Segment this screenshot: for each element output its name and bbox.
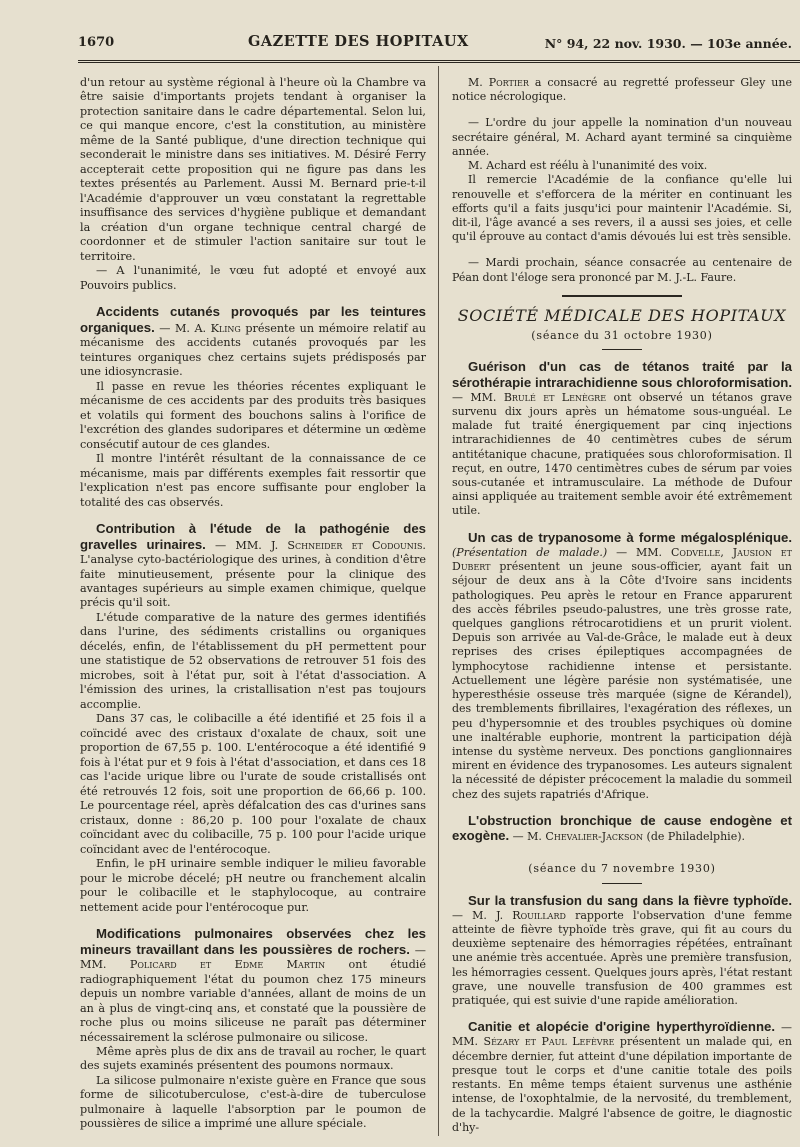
article-heading: L'obstruction bronchique de cause endogène et exogène.	[452, 812, 792, 844]
paragraph: Il montre l'intérêt résultant de la connaissance de ce mécanisme, mais par différents exemples fait ressortir que l'explication n'est pas encore suffisante pour englober la totalité des cas observés.	[80, 452, 426, 509]
header-rule	[78, 60, 800, 63]
society-title: SOCIÉTÉ MÉDICALE DES HOPITAUX	[457, 305, 787, 325]
article-heading: Modifications pulmonaires observées chez les mineurs travaillant dans les poussières de rochers.	[80, 926, 426, 957]
article-author: M. Chevalier-Jackson	[527, 830, 644, 844]
paragraph: Dans 37 cas, le colibacille a été identifié et 25 fois il a coïncidé avec des cristaux d'oxalate de chaux, soit une proportion de 67,55 p. 100. L'entérocoque a été identifié 9 fois à l'état pur et 9 fois à l'état d'association, et dans ces 18 cas l'acide urique libre ou l'urate de soude cristallisés ont été retrouvés 12 fois, soit une proportion de 66,66 p. 100. Le pourcentage réel, après défalcation des cas d'urines sans cristaux, donne : 86,20 p. 100 pour l'oxalate de chaux coïncidant avec du colibacille, 75 p. 100 pour l'acide urique coïncidant avec de l'entérocoque.	[80, 712, 426, 856]
paragraph: Il remercie l'Académie de la confiance qu'elle lui renouvelle et s'efforcera de la mériter en continuant les efforts qu'il a faits jusqu'ici pour maintenir l'Académie. Si, dit-il, l'âge avancé a ses revers, il a aussi ses joies, et celle qu'il éprouve au contact d'amis dévoués lui est très sensible.	[452, 173, 792, 244]
article-text: rapporte l'observation d'une femme atteinte de fièvre typhoïde très grave, qui fit au cours du deuxième septenaire des hémorragies répétées, entraînant une anémie très accentuée. Après une première transfusion, les hémorragies cessent. Quelques jours après, l'état restant grave, une nouvelle transfusion de 400 grammes est pratiquée, qui est suivie d'une rapide amélioration.	[452, 908, 793, 1008]
article-heading: Un cas de trypanosome à forme mégalosplénique.	[468, 529, 792, 545]
article-author: MM. J. Schneider et Codounis.	[235, 538, 426, 552]
article-heading: Guérison d'un cas de tétanos traité par la sérothérapie intrarachidienne sous chloroformisation.	[452, 359, 792, 390]
paragraph: M. Achard est réélu à l'unanimité des voix.	[468, 159, 708, 173]
short-rule	[602, 883, 642, 884]
article-heading: Accidents cutanés provoqués par les teintures organiques.	[80, 304, 426, 335]
column-divider	[438, 66, 439, 1136]
article-author: M. Portier	[468, 76, 529, 89]
paragraph: Il passe en revue les théories récentes expliquant le mécanisme de ces accidents par des produits très basiques et volatils qui forment des bouchons salins à l'orifice de l'excrétion des glandes sudoripares et détermine un œdème consécutif autour de ces glandes.	[80, 379, 426, 451]
article-trypanosome: Un cas de trypanosome à forme mégalosplénique. (Présentation de malade.) — MM. Codvelle, Jausion et Dubert présentent un jeune sous-officier, ayant fait un séjour de deux ans à la Côte d'Ivoire sans incidents pathologiques. Peu après le retour en France apparurent des accès fébriles pseudo-palustres, une très grosse rate, quelques ganglions rétrocarotidiens et un prurit violent. Depuis son arrivée au Val-de-Grâce, le malade eut à deux reprises des crises épileptiques accompagnées de lymphocytose rachidienne intense et persistante. Actuellement une légère parésie non systématisée, une hyperesthésie osseuse très marquée (signe de Kérandel), des tremblements fibrillaires, l'exagération des réflexes, un peu d'hypersomnie et des troubles psychiques où domine une inaltérable euphorie, montrent la participation déjà intense du système nerveux. Des ponctions ganglionnaires mirent en évidence des trypanosomes. Les auteurs signalent la nécessité de dépister précocement la maladie du sommeil chez des sujets rapatriés d'Afrique.	[452, 529, 792, 801]
article-heading: Contribution à l'étude de la pathogénie des gravelles urinaires.	[80, 521, 426, 552]
article-transfusion: Sur la transfusion du sang dans la fièvre typhoïde. — M. J. Rouillard rapporte l'observation d'une femme atteinte de fièvre typhoïde très grave, qui fit au cours du deuxième septenaire des hémorragies répétées, entraînant une anémie très accentuée. Après une première transfusion, les hémorragies cessent. Quelques jours après, l'état restant grave, une nouvelle transfusion de 400 grammes est pratiquée, qui est suivie d'une rapide amélioration.	[452, 892, 793, 1008]
article-author: M. J. Rouillard	[472, 908, 566, 922]
article-text: ont étudié radiographiquement l'état du poumon chez 175 mineurs depuis un nombre variable d'années, allant de moins de un an à plus de vingt-cinq ans, et constaté que la poussière de roche plus ou moins siliceuse ne paraît pas déterminer nécessairement la sclérose pulmonaire ou silicose.	[80, 958, 426, 1044]
paragraph: L'étude comparative de la nature des germes identifiés dans l'urine, des sédiments cristallins ou organiques décelés, enfin, de l'établissement du pH permettent pour une statistique de 52 observations de retrouver 51 fois des microbes, soit à l'état pur, soit à l'état d'association. A l'émission des urines, la cristallisation n'est pas toujours accomplie.	[80, 610, 426, 711]
paragraph: — A l'unanimité, le vœu fut adopté et envoyé aux Pouvoirs publics.	[80, 264, 426, 292]
article-author: MM. Sézary et Paul Lefèvre	[452, 1035, 615, 1049]
page-number: 1670	[78, 35, 115, 50]
paragraph: Même après plus de dix ans de travail au rocher, le quart des sujets examinés présentent des poumons normaux.	[80, 1045, 426, 1073]
article-author: MM. Codvelle, Jausion et Dubert	[452, 545, 792, 574]
article-heading: Canitie et alopécie d'origine hyperthyroïdienne.	[468, 1019, 775, 1035]
left-column	[80, 76, 426, 1132]
paragraph: La silicose pulmonaire n'existe guère en France que sous forme de silicotuberculose, c'est-à-dire de tuberculose pulmonaire à laquelle l'absorption par le poumon de poussières de silice a imprimé une allure spéciale.	[80, 1073, 426, 1131]
article-mineurs: Modifications pulmonaires observées chez les mineurs travaillant dans les poussières de rochers. — MM. Policard et Edme Martin ont étudié radiographiquement l'état du poumon chez 175 mineurs depuis un nombre variable d'années, allant de moins de un an à plus de vingt-cinq ans, et constaté que la poussière de roche plus ou moins siliceuse ne paraît pas déterminer nécessairement la sclérose pulmonaire ou silicose.	[80, 926, 426, 1044]
paragraph: d'un retour au système régional à l'heure où la Chambre va être saisie d'importants projets tendant à organiser la protection sanitaire dans le cadre départemental. Selon lui, ce qui manque encore, c'est la constitution, au ministère même de la Santé publique, d'une direction technique qui seconderait le ministre dans ses initiatives. M. Désiré Ferry accepterait cette proposition qui ne figure pas dans les textes présentés au Parlement. Aussi M. Bernard prie-t-il l'Académie d'approuver un vœu constatant la regrettable insuffisance des services d'hygiène publique et demandant la création d'un organe technique central chargé de coordonner et de stimuler l'action sanitaire sur tout le territoire.	[80, 76, 426, 263]
journal-title: GAZETTE DES HOPITAUX	[248, 33, 469, 50]
article-tetanos: Guérison d'un cas de tétanos traité par la sérothérapie intrarachidienne sous chloroformisation. — MM. Brulé et Lenègre ont observé un tétanos grave survenu dix jours après un hématome sous-unguéal. Le malade fut traité énergiquement par cinq injections intrarachidiennes de 40 centimètres cubes de sérum antitétanique chacune, pratiquées sous chloroformisation. Il reçut, en outre, 1470 centimètres cubes de sérum par voies sous-cutanée et intramusculaire. La méthode de Dufour ainsi appliquée au traitement semble avoir été extrêmement utile.	[452, 359, 792, 518]
article-text: (de Philadelphie).	[643, 830, 745, 844]
article-obstruction: L'obstruction bronchique de cause endogène et exogène. — M. Chevalier-Jackson (de Philadelphie).	[452, 812, 792, 844]
article-text: L'analyse cyto-bactériologique des urines, à condition d'être faite minutieusement, présente pour la clinique des avantages supérieurs au simple examen chimique, quelque précis qu'il soit.	[80, 553, 426, 610]
article-text: présente un mémoire relatif au mécanisme des accidents cutanés provoqués par les teintures organiques chez certains sujets prédisposés par une idiosyncrasie.	[80, 321, 426, 379]
paragraph: Enfin, le pH urinaire semble indiquer le milieu favorable pour le microbe décelé; pH neutre ou franchement alcalin pour le colibacille et le staphylocoque, au contraire nettement acide pour l'entérocoque pur.	[80, 857, 426, 914]
article-text: a consacré au regretté professeur Gley une notice nécrologique.	[452, 76, 792, 104]
right-column	[452, 76, 792, 1135]
article-author: MM. Brulé et Lenègre	[470, 390, 607, 404]
session-date: (séance du 7 novembre 1930)	[528, 862, 716, 876]
article-author: MM. Policard et Edme Martin	[80, 958, 326, 972]
short-rule	[602, 349, 642, 350]
article-author: M. A. Kling	[174, 321, 241, 335]
article-text: présentent un malade qui, en décembre dernier, fut atteint d'une dépilation importante de presque tout le corps et d'une canitie totale des poils restants. En même temps étaient survenus une asthénie intense, de l'oxophtalmie, de la nervosité, du tremblement, de la tachycardie. Malgré l'absence de goitre, le diagnostic d'hy-	[452, 1035, 792, 1134]
article-text: présentent un jeune sous-officier, ayant fait un séjour de deux ans à la Côte d'Ivoire sans incidents pathologiques. Peu après le retour en France apparurent des accès fébriles pseudo-palustres, une très grosse rate, quelques ganglions rétrocarotidiens et un prurit violent. Depuis son arrivée au Val-de-Grâce, le malade eut à deux reprises des crises épileptiques accompagnées de lymphocytose rachidienne intense et persistante. Actuellement une légère parésie non systématisée, une hyperesthésie osseuse très marquée (signe de Kérandel), des tremblements fibrillaires, l'exagération des réflexes, un peu d'hypersomnie et des troubles psychiques où domine une inaltérable euphorie, montrent la participation déjà intense du système nerveux. Des ponctions ganglionnaires mirent en évidence des trypanosomes. Les auteurs signalent la nécessité de dépister précocement la maladie du sommeil chez des sujets rapatriés d'Afrique.	[452, 560, 792, 801]
article-gravelles: Contribution à l'étude de la pathogénie des gravelles urinaires. — MM. J. Schneider et Codounis. L'analyse cyto-bactériologique des urines, à condition d'être faite minutieusement, présente pour la clinique des avantages supérieurs au simple examen chimique, quelque précis qu'il soit.	[80, 521, 426, 610]
paragraph: — Mardi prochain, séance consacrée au centenaire de Péan dont l'éloge sera prononcé par M. J.-L. Faure.	[452, 256, 792, 284]
article-heading: Sur la transfusion du sang dans la fièvre typhoïde.	[468, 892, 792, 908]
article-canitie: Canitie et alopécie d'origine hyperthyroïdienne. — MM. Sézary et Paul Lefèvre présentent un malade qui, en décembre dernier, fut atteint d'une dépilation importante de presque tout le corps et d'une canitie totale des poils restants. En même temps étaient survenus une asthénie intense, de l'oxophtalmie, de la nervosité, du tremblement, de la tachycardie. Malgré l'absence de goitre, le diagnostic d'hy-	[452, 1019, 792, 1134]
article-text: ont observé un tétanos grave survenu dix jours après un hématome sous-unguéal. Le malade fut traité énergiquement par cinq injections intrarachidiennes de 40 centimètres cubes de sérum antitétanique chacune, pratiquées sous chloroformisation. Il reçut, en outre, 1470 centimètres cubes de sérum par voies sous-cutanée et intramusculaire. La méthode de Dufour ainsi appliquée au traitement semble avoir été extrêmement utile.	[452, 390, 792, 518]
paragraph: — L'ordre du jour appelle la nomination d'un nouveau secrétaire général, M. Achard ayant terminé sa cinquième année.	[452, 116, 792, 158]
article-note: (Présentation de malade.)	[452, 545, 608, 559]
issue-info: N° 94, 22 nov. 1930. — 103e année.	[544, 36, 792, 51]
article-accidents-cutanes: Accidents cutanés provoqués par les teintures organiques. — M. A. Kling présente un mémoire relatif au mécanisme des accidents cutanés provoqués par les teintures organiques chez certains sujets prédisposés par une idiosyncrasie.	[80, 304, 426, 379]
session-date: (séance du 31 octobre 1930)	[531, 329, 713, 343]
page-header	[78, 33, 800, 55]
paragraph	[452, 76, 792, 104]
section-rule	[562, 295, 682, 297]
